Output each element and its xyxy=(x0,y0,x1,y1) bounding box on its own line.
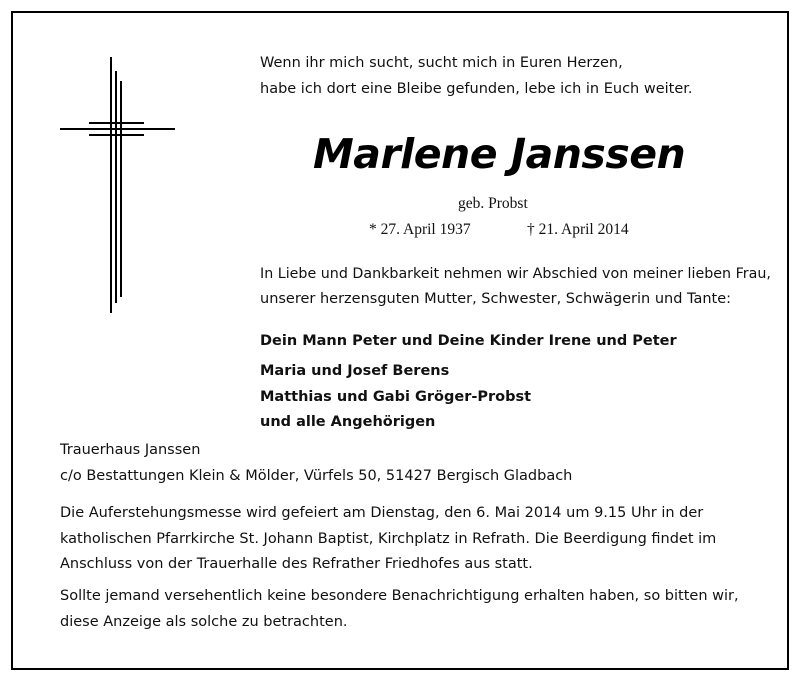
poem-line-2: habe ich dort eine Bleibe gefunden, lebe ich in Euch weiter. xyxy=(260,81,693,97)
service-line-2: katholischen Pfarrkirche St. Johann Baptist, Kirchplatz in Refrath. Die Beerdigung findet im xyxy=(60,531,717,547)
birth-name: geb. Probst xyxy=(458,195,528,212)
service-line-1: Die Auferstehungsmesse wird gefeiert am Dienstag, den 6. Mai 2014 um 9.15 Uhr in der xyxy=(60,505,704,521)
birth-date: * 27. April 1937 xyxy=(369,221,471,238)
mourner-line: Maria und Josef Berens xyxy=(260,363,450,379)
mourner-line: und alle Angehörigen xyxy=(260,414,436,430)
obituary-frame xyxy=(11,11,789,670)
service-line-3: Anschluss von der Trauerhalle des Refrather Friedhofes aus statt. xyxy=(60,556,533,572)
farewell-line-1: In Liebe und Dankbarkeit nehmen wir Abschied von meiner lieben Frau, xyxy=(260,266,771,282)
mourner-line: Matthias und Gabi Gröger-Probst xyxy=(260,389,532,405)
mourner-line: Dein Mann Peter und Deine Kinder Irene und Peter xyxy=(260,333,677,349)
deceased-name: Marlene Janssen xyxy=(313,130,686,178)
death-date: † 21. April 2014 xyxy=(527,221,629,238)
farewell-line-2: unserer herzensguten Mutter, Schwester, Schwägerin und Tante: xyxy=(260,291,732,307)
notice-line-1: Sollte jemand versehentlich keine besondere Benachrichtigung erhalten haben, so bitten wir, xyxy=(60,588,739,604)
poem-line-1: Wenn ihr mich sucht, sucht mich in Euren Herzen, xyxy=(260,55,623,71)
address-line-1: Trauerhaus Janssen xyxy=(60,442,201,458)
notice-line-2: diese Anzeige als solche zu betrachten. xyxy=(60,614,348,630)
address-line-2: c/o Bestattungen Klein & Mölder, Vürfels 50, 51427 Bergisch Gladbach xyxy=(60,468,573,484)
